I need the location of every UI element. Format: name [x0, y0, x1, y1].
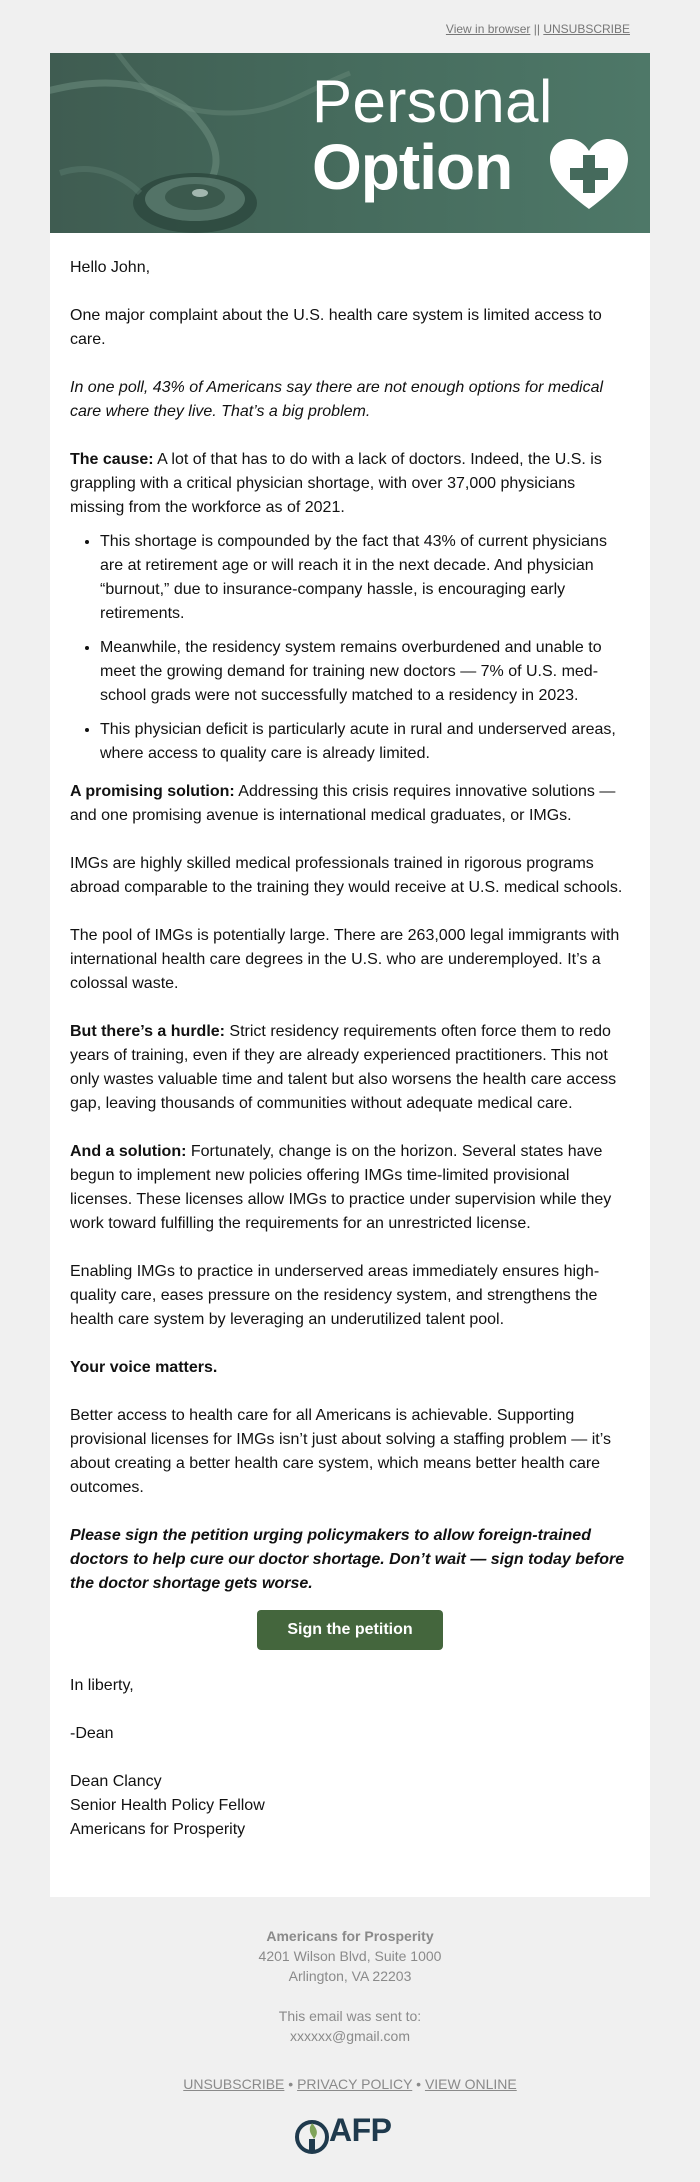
footer-org: Americans for Prosperity — [266, 1928, 434, 1944]
shortage-list — [70, 530, 630, 766]
hurdle-text: Strict residency requirements often force them to redo years of training, even if they are already experienced practitioners. This not only wastes valuable time and talent but also worsens the health care access gap, leaving thousands of communities without adequate medical care. — [70, 1023, 617, 1112]
closing: In liberty, — [70, 1677, 134, 1694]
email-footer — [0, 1926, 700, 2158]
email-body — [70, 256, 630, 1842]
list-item: • Meanwhile, the residency system remains overburdened and unable to meet the growing demand for training new doctors — 7% of U.S. med-school grads were not successfully matched to a residency in 2023. — [100, 636, 630, 708]
and-solution-text: Fortunately, change is on the horizon. Several states have begun to implement new policies offering IMGs time-limited provisional licenses. These licenses allow IMGs to practice under supervision while they work toward fulfilling the requirements for an unrestricted license. — [70, 1143, 612, 1232]
unsubscribe-link-top[interactable]: UNSUBSCRIBE — [543, 22, 630, 36]
hurdle-paragraph — [70, 1020, 630, 1116]
sent-to-label: This email was sent to: — [278, 2008, 422, 2024]
signature-lines — [70, 1770, 630, 1842]
footer-links — [0, 2074, 700, 2094]
link-bullet: • — [416, 2076, 422, 2092]
view-in-browser-link[interactable]: View in browser — [445, 22, 531, 36]
link-bullet: • — [288, 2076, 294, 2092]
signer-name: Dean Clancy — [70, 1773, 162, 1790]
and-solution-label: And a solution: — [70, 1143, 187, 1160]
logo-text: AFP — [329, 2112, 392, 2148]
brand-personal: Personal — [312, 68, 553, 135]
unsubscribe-link[interactable]: UNSUBSCRIBE — [183, 2076, 285, 2092]
petition-call-to-action: Please sign the petition urging policymakers to allow foreign-trained doctors to help cure our doctor shortage. Don’t wait — sign today before the doctor shortage gets worse. — [70, 1527, 625, 1592]
voice-heading — [70, 1356, 630, 1380]
view-online-link[interactable]: VIEW ONLINE — [424, 2076, 517, 2092]
list-item: • This shortage is compounded by the fact that 43% of current physicians are at retirement age or will reach it in the next decade. And physician “burnout,” due to insurance-company hassle, is encouraging early retirements. — [100, 530, 630, 626]
footer-address-2: Arlington, VA 22203 — [288, 1968, 412, 1984]
enabling-paragraph: Enabling IMGs to practice in underserved areas immediately ensures high-quality care, eases pressure on the residency system, and strengthens the health care system by leveraging an underutilized talent pool. — [70, 1263, 600, 1328]
heart-plus-icon — [550, 139, 628, 211]
and-solution-paragraph — [70, 1140, 630, 1236]
button-wrapper — [70, 1610, 630, 1650]
greeting: Hello John, — [70, 259, 151, 276]
hurdle-label: But there’s a hurdle: — [70, 1023, 225, 1040]
signer-org: Americans for Prosperity — [70, 1821, 246, 1838]
cause-label: The cause: — [70, 451, 154, 468]
cause-paragraph — [70, 448, 630, 520]
email-card — [50, 233, 650, 1897]
privacy-policy-link[interactable]: PRIVACY POLICY — [297, 2076, 413, 2092]
signoff: -Dean — [70, 1725, 114, 1742]
pool-paragraph: The pool of IMGs is potentially large. There are 263,000 legal immigrants with international health care degrees in the U.S. who are underemployed. It’s a colossal waste. — [70, 927, 620, 992]
poll-paragraph: In one poll, 43% of Americans say there are not enough options for medical care where they live. That’s a big problem. — [70, 379, 604, 420]
link-separator: || — [533, 22, 540, 36]
better-access-paragraph: Better access to health care for all Americans is achievable. Supporting provisional licenses for IMGs isn’t just about solving a staffing problem — it’s about creating a better health care system, which means better health care outcomes. — [70, 1407, 611, 1496]
torch-icon — [295, 2117, 329, 2157]
sign-petition-button[interactable]: Sign the petition — [257, 1610, 443, 1650]
list-item: • This physician deficit is particularly acute in rural and underserved areas, where access to quality care is already limited. — [100, 718, 630, 766]
signature-block — [70, 1674, 630, 1842]
top-links — [446, 22, 630, 36]
hero-banner — [50, 53, 650, 233]
signer-title: Senior Health Policy Fellow — [70, 1797, 265, 1814]
solution-paragraph — [70, 780, 630, 828]
solution-label: A promising solution: — [70, 783, 235, 800]
voice-text: Your voice matters. — [70, 1359, 218, 1376]
brand-option: Option — [312, 131, 513, 203]
recipient-email: xxxxxx@gmail.com — [289, 2028, 410, 2044]
afp-logo — [295, 2112, 405, 2158]
solution-text: Addressing this crisis requires innovative solutions — and one promising avenue is international medical graduates, or IMGs. — [70, 783, 616, 824]
intro-paragraph: One major complaint about the U.S. health care system is limited access to care. — [70, 307, 602, 348]
imgs-paragraph: IMGs are highly skilled medical professionals trained in rigorous programs abroad comparable to the training they would receive at U.S. medical schools. — [70, 855, 623, 896]
cause-text: A lot of that has to do with a lack of doctors. Indeed, the U.S. is grappling with a critical physician shortage, with over 37,000 physicians missing from the workforce as of 2021. — [70, 451, 602, 516]
footer-address-1: 4201 Wilson Blvd, Suite 1000 — [258, 1948, 442, 1964]
